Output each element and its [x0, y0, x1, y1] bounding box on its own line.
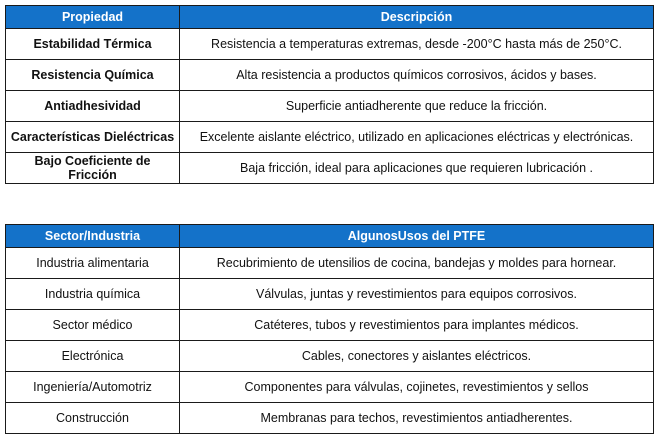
table-row — [6, 60, 654, 91]
sector-uses: Membranas para techos, revestimientos antiadherentes. — [180, 403, 654, 434]
table-row — [6, 372, 654, 403]
properties-header-row — [6, 6, 654, 29]
property-description: Excelente aislante eléctrico, utilizado en aplicaciones eléctricas y electrónicas. — [180, 122, 654, 153]
header-propiedad: Propiedad — [6, 6, 180, 29]
uses-table — [5, 224, 654, 434]
table-row — [6, 91, 654, 122]
property-name: Bajo Coeficiente de Fricción — [6, 153, 180, 184]
sector-name: Ingeniería/Automotriz — [6, 372, 180, 403]
sector-name: Industria alimentaria — [6, 248, 180, 279]
sector-uses: Catéteres, tubos y revestimientos para implantes médicos. — [180, 310, 654, 341]
sector-name: Sector médico — [6, 310, 180, 341]
table-row — [6, 310, 654, 341]
property-description: Alta resistencia a productos químicos corrosivos, ácidos y bases. — [180, 60, 654, 91]
properties-table — [5, 5, 654, 184]
table-row — [6, 29, 654, 60]
sector-uses: Válvulas, juntas y revestimientos para equipos corrosivos. — [180, 279, 654, 310]
sector-name: Industria química — [6, 279, 180, 310]
sector-uses: Recubrimiento de utensilios de cocina, bandejas y moldes para hornear. — [180, 248, 654, 279]
sector-uses: Cables, conectores y aislantes eléctricos. — [180, 341, 654, 372]
property-name: Estabilidad Térmica — [6, 29, 180, 60]
header-usos: AlgunosUsos del PTFE — [180, 225, 654, 248]
table-row — [6, 122, 654, 153]
property-description: Resistencia a temperaturas extremas, desde -200°C hasta más de 250°C. — [180, 29, 654, 60]
header-sector: Sector/Industria — [6, 225, 180, 248]
property-name: Resistencia Química — [6, 60, 180, 91]
property-name: Características Dieléctricas — [6, 122, 180, 153]
property-description: Baja fricción, ideal para aplicaciones que requieren lubricación . — [180, 153, 654, 184]
sector-name: Electrónica — [6, 341, 180, 372]
uses-header-row — [6, 225, 654, 248]
table-row — [6, 153, 654, 184]
table-row — [6, 248, 654, 279]
sector-name: Construcción — [6, 403, 180, 434]
table-row — [6, 341, 654, 372]
header-descripcion: Descripción — [180, 6, 654, 29]
property-description: Superficie antiadherente que reduce la fricción. — [180, 91, 654, 122]
table-row — [6, 279, 654, 310]
sector-uses: Componentes para válvulas, cojinetes, revestimientos y sellos — [180, 372, 654, 403]
table-row — [6, 403, 654, 434]
property-name: Antiadhesividad — [6, 91, 180, 122]
